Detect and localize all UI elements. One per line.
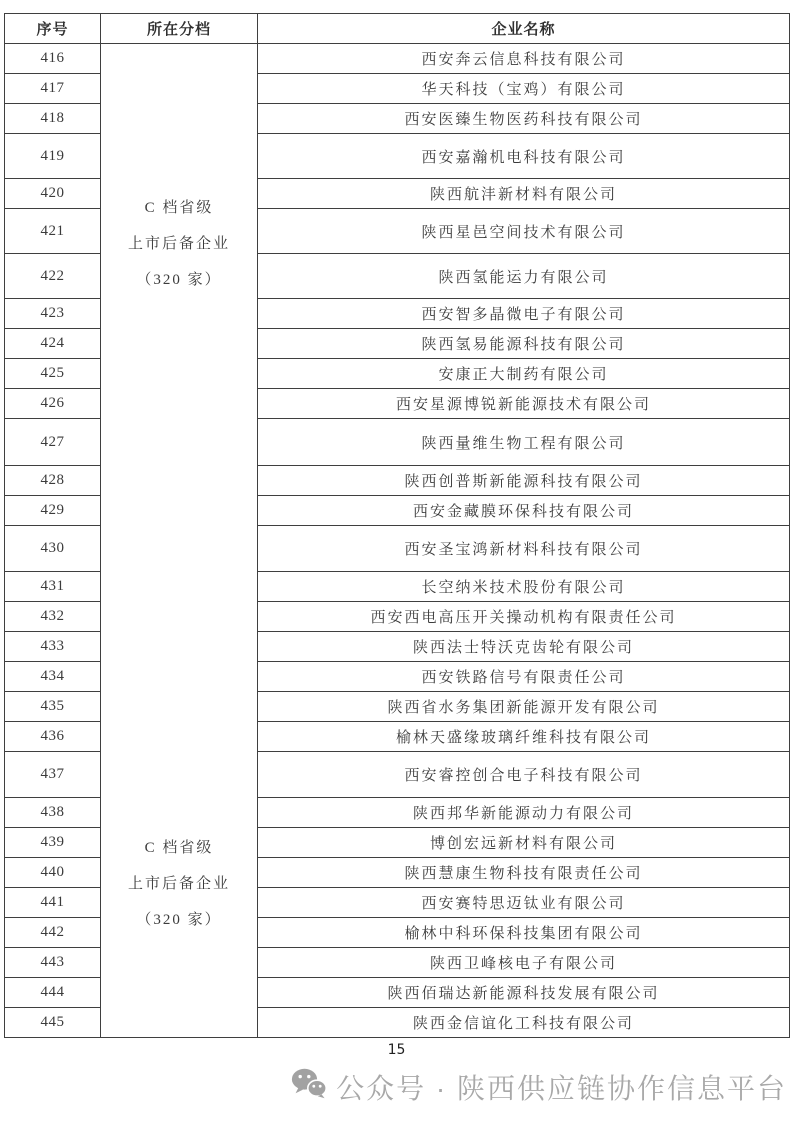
row-number: 426 bbox=[5, 389, 101, 419]
table-row bbox=[5, 44, 790, 74]
company-name: 华天科技（宝鸡）有限公司 bbox=[258, 74, 790, 104]
company-name: 西安智多晶微电子有限公司 bbox=[258, 299, 790, 329]
company-name: 陕西金信谊化工科技有限公司 bbox=[258, 1008, 790, 1038]
tier-label bbox=[101, 190, 257, 298]
tier-label bbox=[101, 830, 257, 938]
company-name: 西安星源博锐新能源技术有限公司 bbox=[258, 389, 790, 419]
row-number: 416 bbox=[5, 44, 101, 74]
company-name: 陕西法士特沃克齿轮有限公司 bbox=[258, 632, 790, 662]
row-number: 419 bbox=[5, 134, 101, 179]
company-name: 西安金藏膜环保科技有限公司 bbox=[258, 496, 790, 526]
company-name: 榆林天盛缘玻璃纤维科技有限公司 bbox=[258, 722, 790, 752]
row-number: 422 bbox=[5, 254, 101, 299]
row-number: 417 bbox=[5, 74, 101, 104]
table-header bbox=[5, 14, 790, 44]
row-number: 432 bbox=[5, 602, 101, 632]
row-number: 434 bbox=[5, 662, 101, 692]
row-number: 423 bbox=[5, 299, 101, 329]
company-name: 陕西省水务集团新能源开发有限公司 bbox=[258, 692, 790, 722]
company-name: 西安铁路信号有限责任公司 bbox=[258, 662, 790, 692]
enterprise-table bbox=[4, 13, 790, 1038]
row-number: 439 bbox=[5, 828, 101, 858]
company-name: 陕西航沣新材料有限公司 bbox=[258, 179, 790, 209]
company-name: 西安嘉瀚机电科技有限公司 bbox=[258, 134, 790, 179]
company-name: 长空纳米技术股份有限公司 bbox=[258, 572, 790, 602]
company-name: 陕西邦华新能源动力有限公司 bbox=[258, 798, 790, 828]
tier-line: （320 家） bbox=[136, 912, 222, 928]
company-name: 西安赛特思迈钛业有限公司 bbox=[258, 888, 790, 918]
row-number: 431 bbox=[5, 572, 101, 602]
row-number: 420 bbox=[5, 179, 101, 209]
page-number: 15 bbox=[387, 1042, 406, 1058]
header-company-name: 企业名称 bbox=[258, 14, 790, 44]
tier-line: （320 家） bbox=[136, 272, 222, 288]
company-name: 西安医臻生物医药科技有限公司 bbox=[258, 104, 790, 134]
row-number: 444 bbox=[5, 978, 101, 1008]
row-number: 429 bbox=[5, 496, 101, 526]
row-number: 425 bbox=[5, 359, 101, 389]
company-name: 西安睿控创合电子科技有限公司 bbox=[258, 752, 790, 798]
company-name: 陕西慧康生物科技有限责任公司 bbox=[258, 858, 790, 888]
company-name: 博创宏远新材料有限公司 bbox=[258, 828, 790, 858]
row-number: 421 bbox=[5, 209, 101, 254]
row-number: 436 bbox=[5, 722, 101, 752]
row-number: 424 bbox=[5, 329, 101, 359]
company-name: 陕西量维生物工程有限公司 bbox=[258, 419, 790, 466]
row-number: 440 bbox=[5, 858, 101, 888]
company-name: 陕西卫峰核电子有限公司 bbox=[258, 948, 790, 978]
tier-line: C 档省级 bbox=[144, 840, 214, 856]
header-row bbox=[5, 14, 790, 44]
row-number: 445 bbox=[5, 1008, 101, 1038]
company-name: 陕西佰瑞达新能源科技发展有限公司 bbox=[258, 978, 790, 1008]
company-name: 西安西电高压开关操动机构有限责任公司 bbox=[258, 602, 790, 632]
tier-line: 上市后备企业 bbox=[127, 236, 230, 252]
row-number: 427 bbox=[5, 419, 101, 466]
company-name: 西安圣宝鸿新材料科技有限公司 bbox=[258, 526, 790, 572]
tier-line: C 档省级 bbox=[144, 200, 214, 216]
wechat-icon bbox=[291, 1068, 327, 1106]
table-body bbox=[5, 44, 790, 1038]
watermark-text: 公众号 · 陕西供应链协作信息平台 bbox=[336, 1073, 787, 1104]
company-name: 安康正大制药有限公司 bbox=[258, 359, 790, 389]
row-number: 441 bbox=[5, 888, 101, 918]
row-number: 433 bbox=[5, 632, 101, 662]
company-name: 西安奔云信息科技有限公司 bbox=[258, 44, 790, 74]
row-number: 430 bbox=[5, 526, 101, 572]
row-number: 428 bbox=[5, 466, 101, 496]
company-name: 陕西星邑空间技术有限公司 bbox=[258, 209, 790, 254]
row-number: 442 bbox=[5, 918, 101, 948]
company-name: 陕西氢易能源科技有限公司 bbox=[258, 329, 790, 359]
header-tier: 所在分档 bbox=[101, 14, 258, 44]
tier-cell bbox=[101, 44, 258, 1038]
row-number: 418 bbox=[5, 104, 101, 134]
row-number: 435 bbox=[5, 692, 101, 722]
tier-line: 上市后备企业 bbox=[127, 876, 230, 892]
row-number: 443 bbox=[5, 948, 101, 978]
company-name: 陕西氢能运力有限公司 bbox=[258, 254, 790, 299]
company-name: 陕西创普斯新能源科技有限公司 bbox=[258, 466, 790, 496]
row-number: 438 bbox=[5, 798, 101, 828]
header-serial-number: 序号 bbox=[5, 14, 101, 44]
row-number: 437 bbox=[5, 752, 101, 798]
company-name: 榆林中科环保科技集团有限公司 bbox=[258, 918, 790, 948]
watermark bbox=[291, 1067, 787, 1107]
